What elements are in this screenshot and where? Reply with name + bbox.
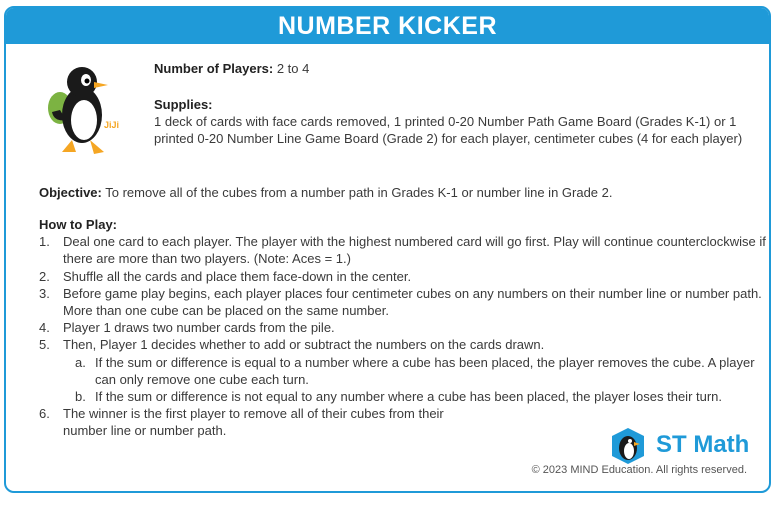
how-to-play-section xyxy=(39,216,769,440)
copyright: © 2023 MIND Education. All rights reserved. xyxy=(531,464,747,476)
step-number: 1. xyxy=(39,234,50,250)
supplies-text: 1 deck of cards with face cards removed, 1 printed 0-20 Number Path Game Board (Grades K-1) or 1 printed 0-20 Number Line Game Board (Grade 2) for each player, centimeter cubes (4 for each player) xyxy=(154,114,743,147)
players-value: 2 to 4 xyxy=(273,61,310,76)
step-text: Shuffle all the cards and place them face-down in the center. xyxy=(63,268,412,284)
step-text: Deal one card to each player. The player with the highest numbered card will go first. Play will continue counterclockwise if there are more than two players. (Note: Aces = 1.) xyxy=(63,234,766,267)
list-item xyxy=(39,319,769,336)
step-text: Before game play begins, each player places four centimeter cubes on any numbers on their number line or number path. More than one cube can be placed on the same number. xyxy=(63,285,762,319)
step-letter: b. xyxy=(75,389,86,405)
penguin-logo-icon xyxy=(608,426,648,466)
step-number: 4. xyxy=(39,320,50,336)
list-subitem xyxy=(39,388,769,405)
players-line xyxy=(154,60,309,77)
st-math-logo xyxy=(608,426,758,466)
list-item xyxy=(39,268,769,285)
list-item xyxy=(39,336,769,353)
players-label: Number of Players: xyxy=(154,61,274,76)
objective-line xyxy=(39,184,759,201)
step-number: 2. xyxy=(39,268,50,284)
objective-label: Objective: xyxy=(39,185,102,200)
step-text: The winner is the first player to remove all of their cubes from their number line or number path. xyxy=(63,406,444,439)
step-text: If the sum or difference is equal to a number where a cube has been placed, the player removes the cube. A player can only remove one cube each turn. xyxy=(95,354,755,387)
how-to-play-label: How to Play: xyxy=(39,217,118,232)
step-letter: a. xyxy=(75,354,86,370)
step-number: 5. xyxy=(39,337,50,353)
page-title: NUMBER KICKER xyxy=(6,8,769,44)
game-card xyxy=(4,6,771,493)
list-item xyxy=(39,233,769,267)
objective-text: To remove all of the cubes from a number path in Grades K-1 or number line in Grade 2. xyxy=(101,185,613,200)
step-number: 6. xyxy=(39,406,50,422)
list-item xyxy=(39,285,769,319)
mascot-label: JiJi xyxy=(104,120,120,130)
logo-text: ST Math xyxy=(656,431,750,458)
step-text: Then, Player 1 decides whether to add or subtract the numbers on the cards drawn. xyxy=(63,337,545,353)
supplies-label: Supplies: xyxy=(154,97,213,112)
list-subitem xyxy=(39,354,769,388)
step-text: Player 1 draws two number cards from the pile. xyxy=(63,320,335,336)
step-text: If the sum or difference is not equal to any number where a cube has been placed, the player loses their turn. xyxy=(95,389,723,405)
supplies-section xyxy=(154,96,754,148)
list-item xyxy=(39,405,483,439)
step-number: 3. xyxy=(39,285,50,301)
jiji-penguin-icon xyxy=(46,60,126,160)
